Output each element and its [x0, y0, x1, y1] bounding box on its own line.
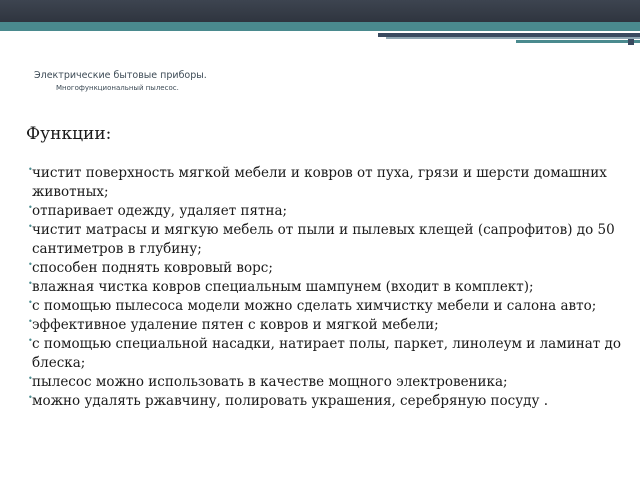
- list-item-text: отпаривает одежду, удаляет пятна;: [32, 203, 288, 219]
- header-band-teal: [0, 22, 640, 31]
- functions-list: [28, 164, 628, 411]
- header-band-dark: [0, 0, 640, 22]
- list-item-text: эффективное удаление пятен с ковров и мягкой мебели;: [32, 317, 439, 333]
- list-item: [28, 221, 628, 259]
- list-item: [28, 164, 628, 202]
- list-item: [28, 373, 628, 392]
- bullet-icon: •: [28, 222, 33, 231]
- list-item-text: чистит поверхность мягкой мебели и ковров от пуха, грязи и шерсти домашних животных;: [32, 165, 607, 200]
- list-item-text: с помощью пылесоса модели можно сделать химчистку мебели и салона авто;: [32, 298, 597, 314]
- list-item: [28, 202, 628, 221]
- decor-line-teal: [516, 40, 640, 43]
- list-item-text: с помощью специальной насадки, натирает полы, паркет, линолеум и ламинат до блеска;: [32, 336, 621, 371]
- bullet-icon: •: [28, 298, 33, 307]
- list-item: [28, 297, 628, 316]
- slide-title: Электрические бытовые приборы.: [34, 70, 207, 81]
- decor-line-light: [386, 37, 640, 39]
- list-item: [28, 335, 628, 373]
- list-item-text: пылесос можно использовать в качестве мощного электровеника;: [32, 374, 508, 390]
- section-heading: Функции:: [26, 124, 112, 144]
- bullet-icon: •: [28, 203, 33, 212]
- bullet-icon: •: [28, 374, 33, 383]
- list-item-text: влажная чистка ковров специальным шампунем (входит в комплект);: [32, 279, 534, 295]
- decor-square: [628, 39, 634, 45]
- bullet-icon: •: [28, 317, 33, 326]
- list-item-text: чистит матрасы и мягкую мебель от пыли и пылевых клещей (сапрофитов) до 50 сантиметров в глубину;: [32, 222, 615, 257]
- bullet-icon: •: [28, 260, 33, 269]
- list-item: [28, 316, 628, 335]
- list-item-text: способен поднять ковровый ворс;: [32, 260, 273, 276]
- bullet-icon: •: [28, 165, 33, 174]
- list-item: [28, 278, 628, 297]
- slide-subtitle: Многофункциональный пылесос.: [56, 84, 179, 92]
- bullet-icon: •: [28, 279, 33, 288]
- list-item: [28, 392, 628, 411]
- list-item-text: можно удалять ржавчину, полировать украшения, серебряную посуду .: [32, 393, 548, 409]
- bullet-icon: •: [28, 393, 33, 402]
- bullet-icon: •: [28, 336, 33, 345]
- list-item: [28, 259, 628, 278]
